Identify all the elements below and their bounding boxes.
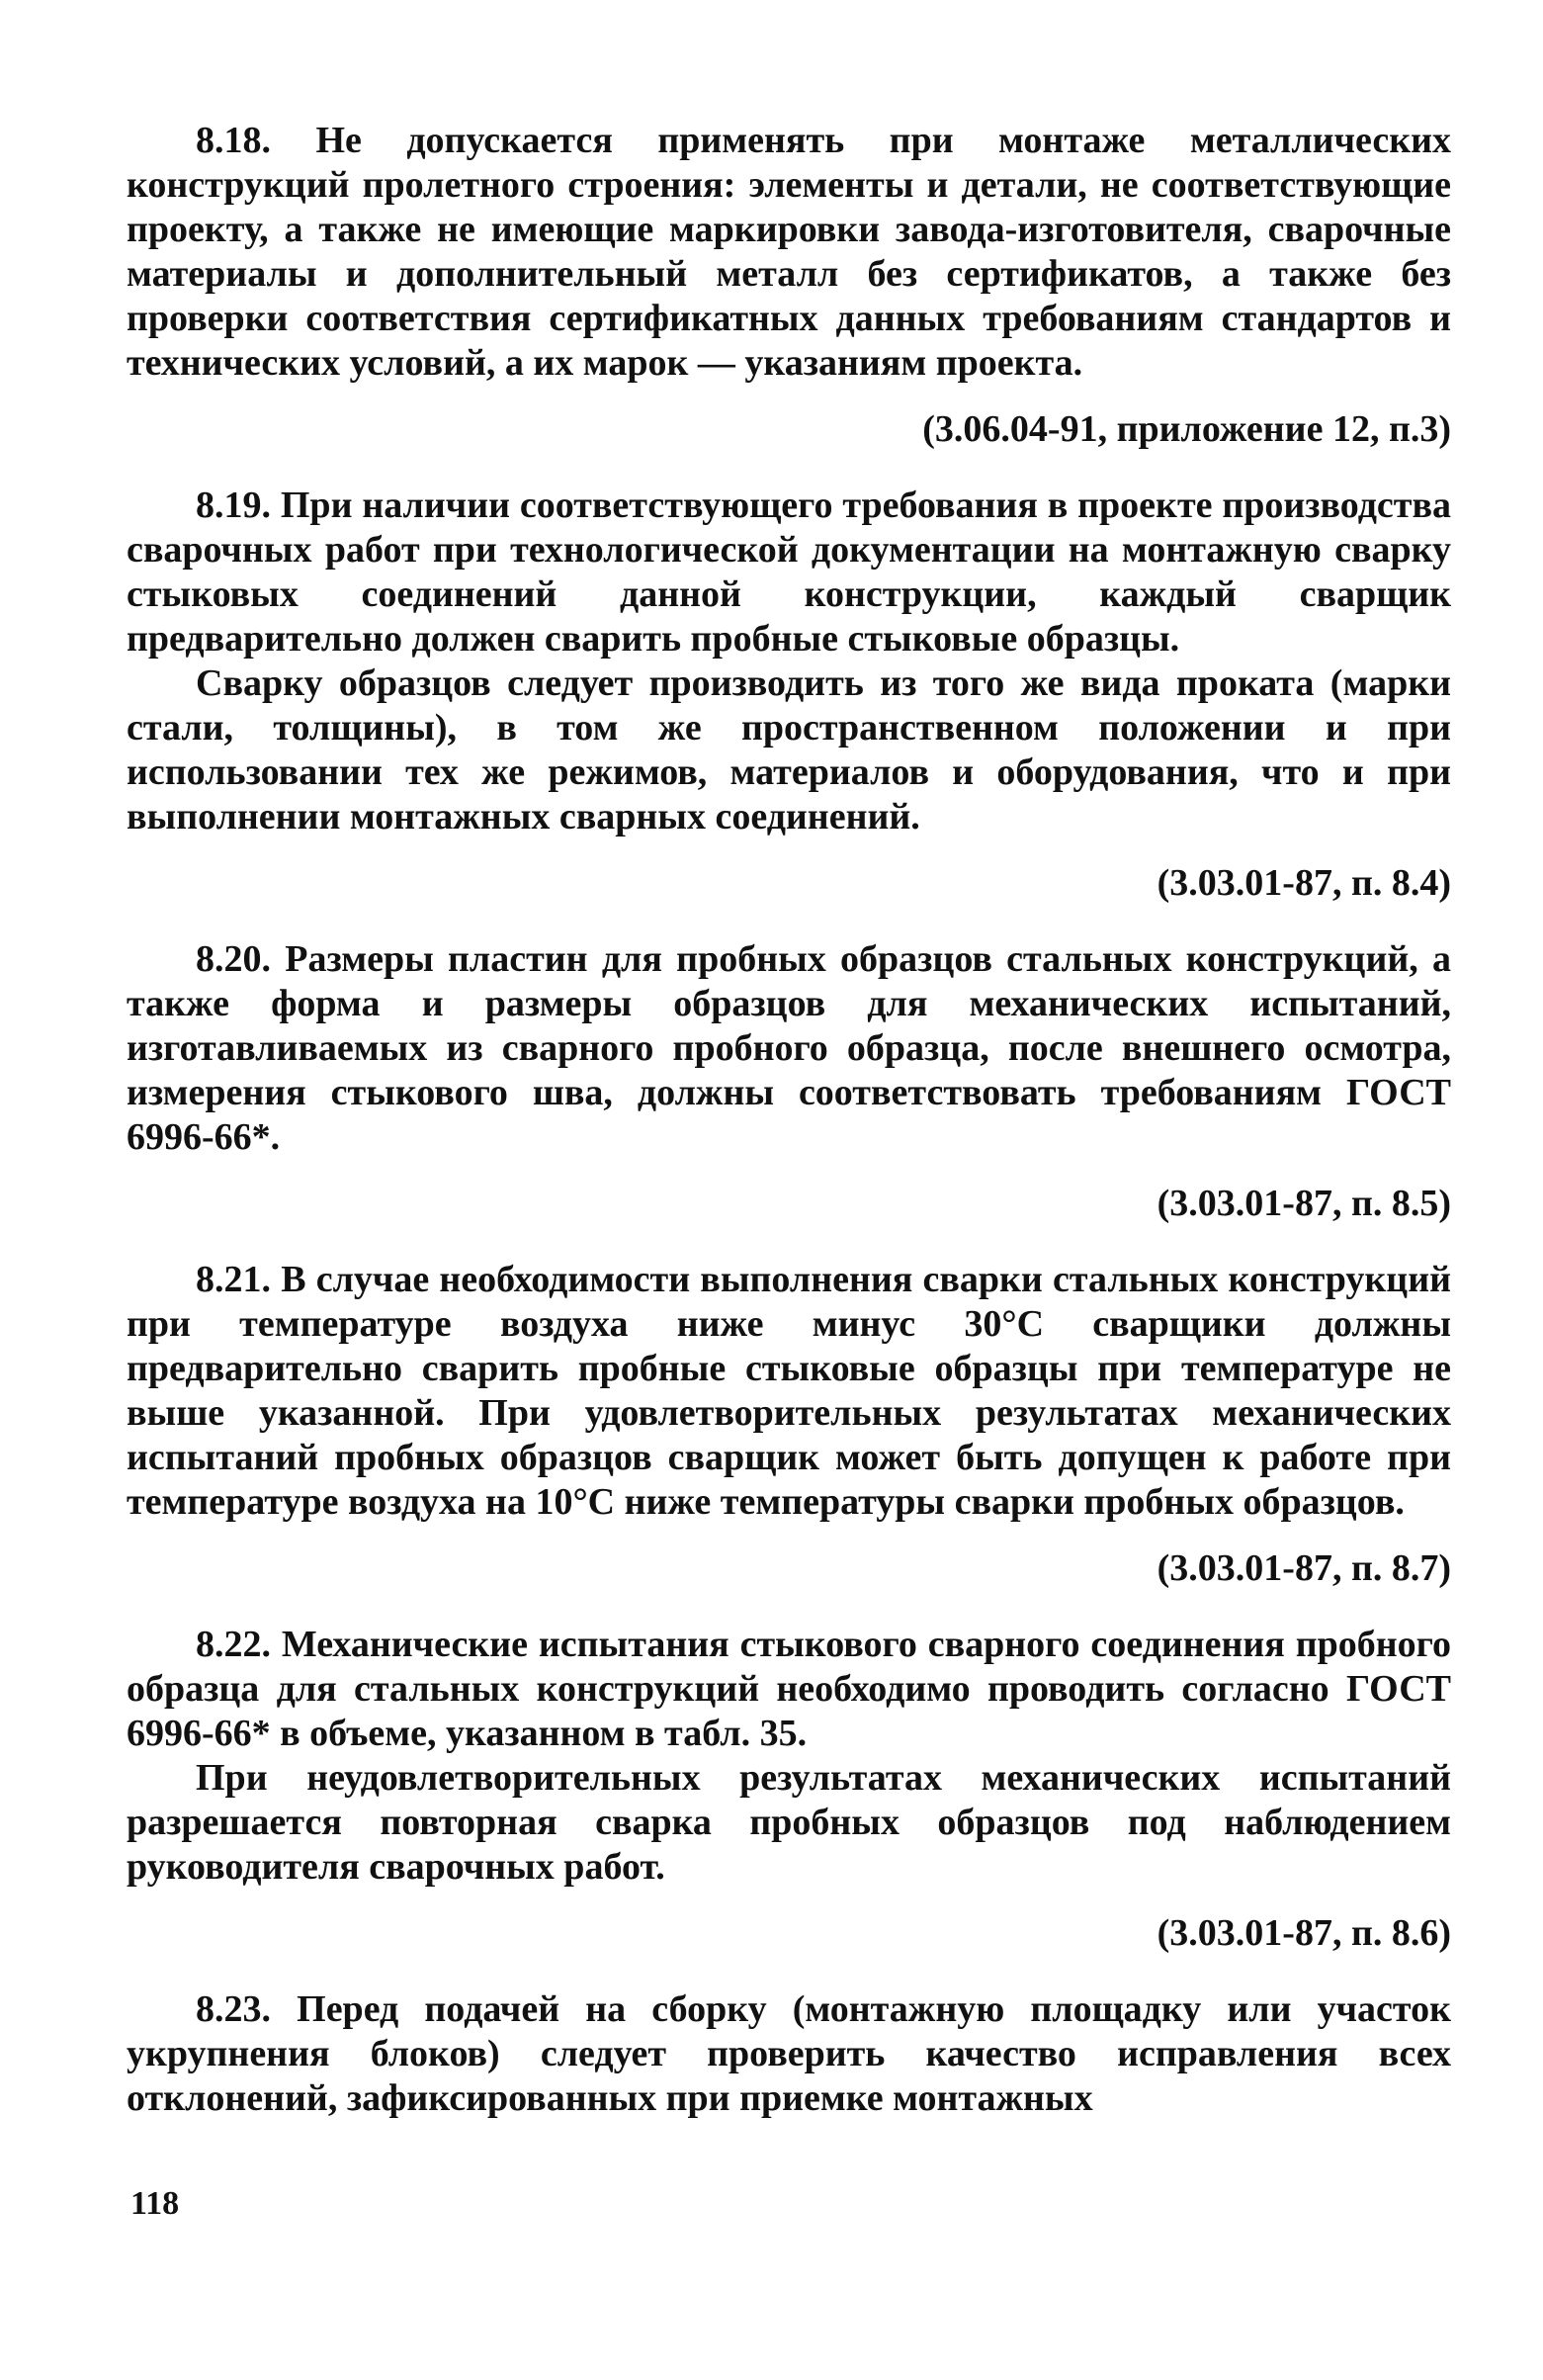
section-8-18 <box>127 119 1451 452</box>
reference: (3.03.01-87, п. 8.6) <box>1157 1912 1451 1954</box>
section-8-22 <box>127 1623 1451 1956</box>
section-8-20 <box>127 937 1451 1226</box>
paragraph: Сварку образцов следует производить из того же вида проката (марки стали, толщины), в том же пространственном положении и при использовании тех же режимов, материалов и оборудования, что и при выполнении монтажных сварных соединений. <box>127 662 1451 837</box>
reference: (3.06.04-91, приложение 12, п.3) <box>922 408 1451 450</box>
paragraph: 8.19. При наличии соответствующего требования в проекте производства сварочных работ при технологической документации на монтажную сварку стыковых соединений данной конструкции, каждый сварщик предварительно должен сварить пробные стыковые образцы. <box>127 485 1451 660</box>
reference: (3.03.01-87, п. 8.7) <box>1157 1547 1451 1589</box>
paragraph: 8.21. В случае необходимости выполнения сварки стальных конструкций при температуре воздуха ниже минус 30°С сварщики должны предварительно сварить пробные стыковые образцы при температуре не выше указанной. При удовлетворительных результатах механических испытаний пробных образцов сварщик может быть допущен к работе при температуре воздуха на 10°С ниже температуры сварки пробных образцов. <box>127 1259 1451 1523</box>
section-8-19 <box>127 484 1451 906</box>
paragraph: При неудовлетворительных результатах механических испытаний разрешается повторная сварка пробных образцов под наблюдением руководителя сварочных работ. <box>127 1757 1451 1888</box>
reference: (3.03.01-87, п. 8.5) <box>1157 1183 1451 1224</box>
section-8-21 <box>127 1258 1451 1591</box>
document-page <box>127 119 1451 2121</box>
paragraph: 8.20. Размеры пластин для пробных образцов стальных конструкций, а также форма и размеры образцов для механических испытаний, изготавливаемых из сварного пробного образца, после внешнего осмотра, измерения стыкового шва, должны соответствовать требованиям ГОСТ 6996-66*. <box>127 938 1451 1158</box>
paragraph: 8.18. Не допускается применять при монтаже металлических конструкций пролетного строения: элементы и детали, не соответствующие проекту, а также не имеющие маркировки завода-изготовителя, сварочные материалы и дополнительный металл без сертификатов, а также без проверки соответствия сертификатных данных требованиям стандартов и технических условий, а их марок — указаниям проекта. <box>127 120 1451 384</box>
paragraph: 8.23. Перед подачей на сборку (монтажную площадку или участок укрупнения блоков) следует проверить качество исправления всех отклонений, зафиксированных при приемке монтажных <box>127 1988 1451 2119</box>
reference: (3.03.01-87, п. 8.4) <box>1157 862 1451 904</box>
paragraph: 8.22. Механические испытания стыкового сварного соединения пробного образца для стальных конструкций необходимо проводить согласно ГОСТ 6996-66* в объеме, указанном в табл. 35. <box>127 1624 1451 1754</box>
page-number: 118 <box>130 2185 180 2222</box>
section-8-23 <box>127 1987 1451 2121</box>
